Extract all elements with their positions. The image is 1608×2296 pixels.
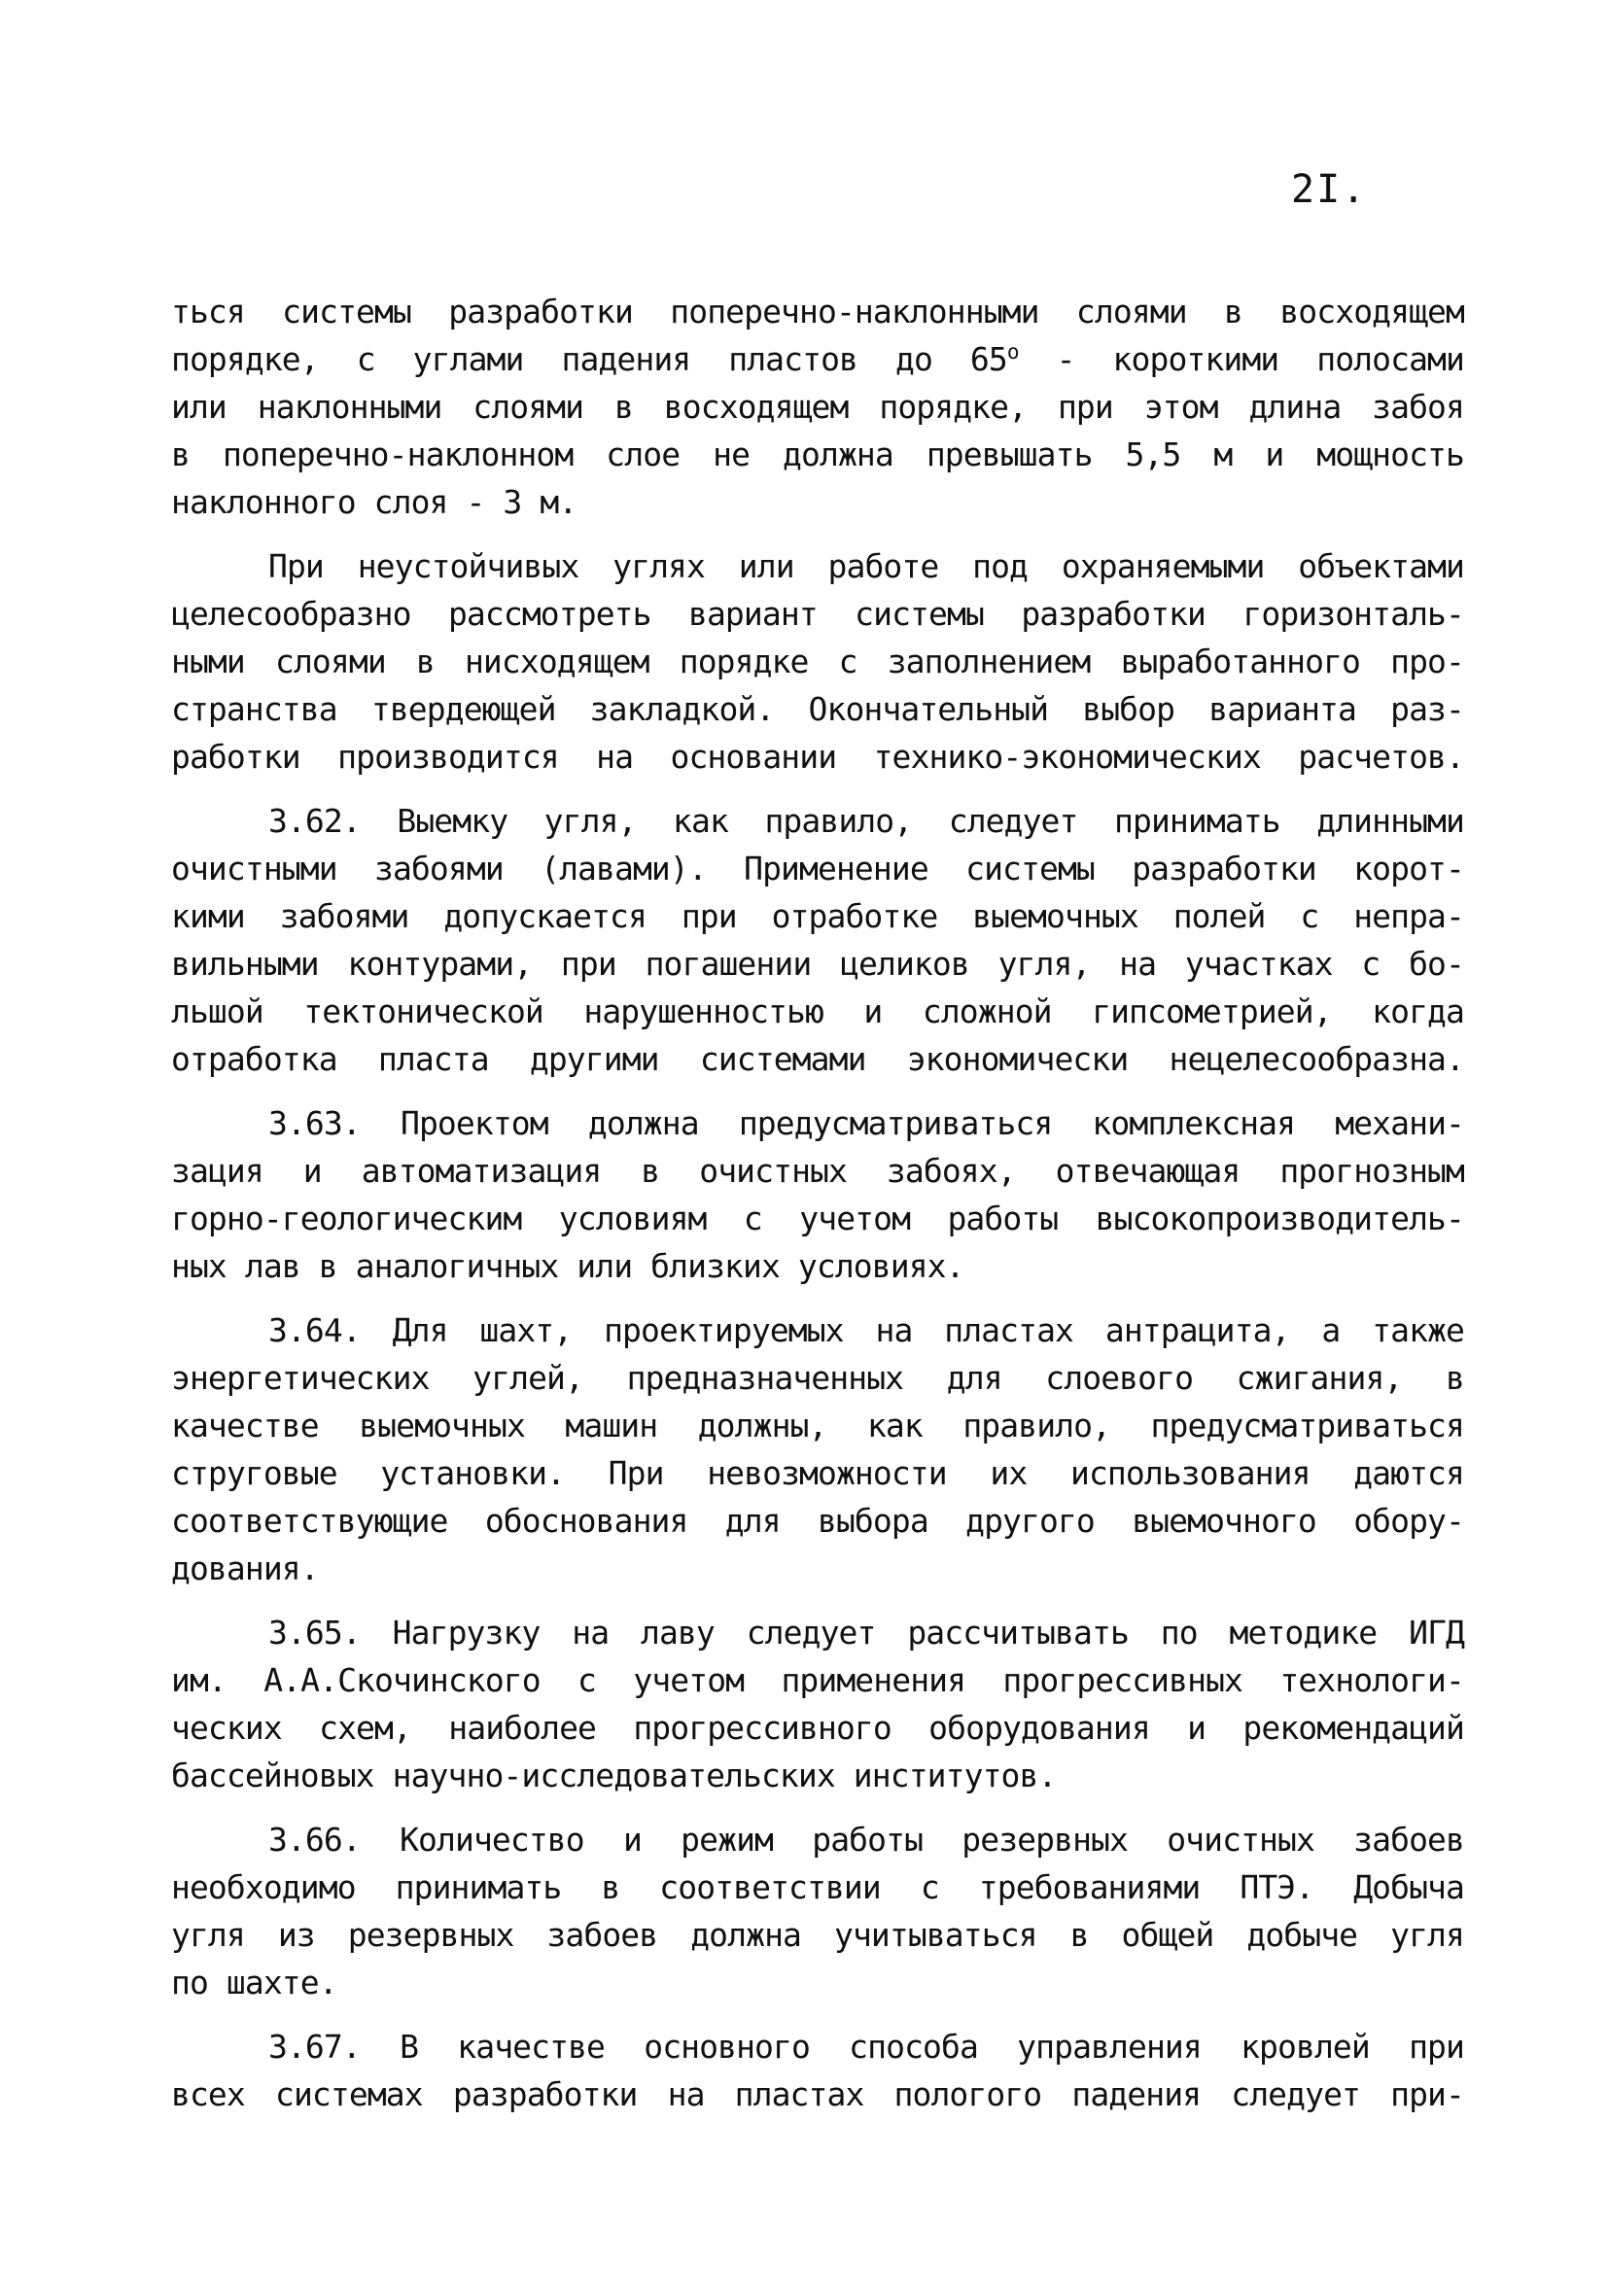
text-line: ными слоями в нисходящем порядке с заполнением выработанного про-	[171, 643, 1464, 680]
text-line: отработка пласта другими системами экономически нецелесообразна.	[171, 1040, 1464, 1078]
text-line: всех системах разработки на пластах пологого падения следует при-	[171, 2075, 1464, 2113]
text-line: странства твердеющей закладкой. Окончательный выбор варианта раз-	[171, 690, 1464, 728]
text-line: соответствующие обоснования для выбора другого выемочного обору-	[171, 1502, 1464, 1540]
text-line: 3.63. Проектом должна предусматриваться комплексная механи-	[268, 1104, 1464, 1142]
text-line: При неустойчивых углях или работе под охраняемыми объектами	[268, 547, 1464, 585]
text-line-part: - короткими полосами	[1018, 340, 1464, 378]
text-line: льшой тектонической нарушенностью и сложной гипсометрией, когда	[171, 992, 1464, 1030]
text-line: дования.	[171, 1549, 319, 1587]
text-line: по шахте.	[171, 1964, 337, 2001]
text-line: 3.67. В качестве основного способа управления кровлей при	[268, 2028, 1464, 2066]
text-line: зация и автоматизация в очистных забоях, отвечающая прогнозным	[171, 1152, 1464, 1190]
text-line: очистными забоями (лавами). Применение системы разработки корот-	[171, 850, 1464, 887]
text-line: необходимо принимать в соответствии с требованиями ПТЭ. Добыча	[171, 1868, 1464, 1906]
text-line: 3.66. Количество и режим работы резервных очистных забоев	[268, 1821, 1464, 1859]
text-line: вильными контурами, при погашении целиков угля, на участках с бо-	[171, 945, 1464, 983]
text-line: кими забоями допускается при отработке выемочных полей с непра-	[171, 897, 1464, 935]
text-line: качестве выемочных машин должны, как правило, предусматриваться	[171, 1407, 1464, 1444]
page-number: 2I.	[1291, 167, 1368, 212]
text-line: ных лав в аналогичных или близких условиях.	[171, 1247, 964, 1285]
text-line: энергетических углей, предназначенных для слоевого сжигания, в	[171, 1359, 1464, 1397]
text-line: угля из резервных забоев должна учитываться в общей добыче угля	[171, 1916, 1464, 1954]
text-line: 3.65. Нагрузку на лаву следует рассчитывать по методике ИГД	[268, 1614, 1464, 1652]
text-line: ческих схем, наиболее прогрессивного оборудования и рекомендаций	[171, 1709, 1464, 1747]
document-body	[171, 288, 1464, 2118]
text-line: струговые установки. При невозможности их использования даются	[171, 1454, 1464, 1492]
text-line: целесообразно рассмотреть вариант системы разработки горизонталь-	[171, 595, 1464, 633]
text-line	[171, 335, 1464, 383]
text-line: наклонного слоя - 3 м.	[171, 483, 577, 521]
text-line-part: порядке, с углами падения пластов до 65	[171, 340, 1007, 378]
text-line: работки производится на основании технико-экономических расчетов.	[171, 738, 1464, 776]
text-line: бассейновых научно-исследовательских институтов.	[171, 1757, 1057, 1794]
text-line: им. А.А.Скочинского с учетом применения прогрессивных технологи-	[171, 1661, 1464, 1699]
text-line: в поперечно-наклонном слое не должна превышать 5,5 м и мощность	[171, 435, 1464, 473]
text-line: 3.64. Для шахт, проектируемых на пластах антрацита, а также	[268, 1311, 1464, 1349]
text-line: ться системы разработки поперечно-наклонными слоями в восходящем	[171, 293, 1464, 330]
text-line: горно-геологическим условиям с учетом работы высокопроизводитель-	[171, 1200, 1464, 1237]
text-line: 3.62. Выемку угля, как правило, следует принимать длинными	[268, 802, 1464, 840]
degree-superscript: о	[1006, 340, 1019, 364]
text-line: или наклонными слоями в восходящем порядке, при этом длина забоя	[171, 388, 1464, 426]
